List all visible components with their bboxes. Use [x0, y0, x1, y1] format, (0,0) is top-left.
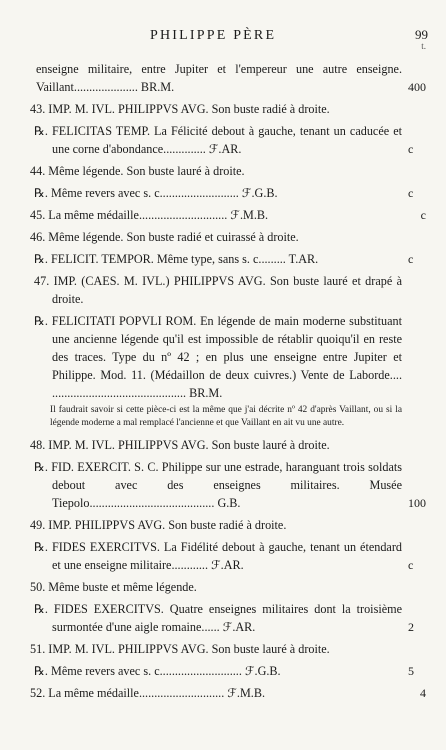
- entry-text: 47. IMP. (CAES. M. IVL.) PHILIPPVS AVG. Son buste lauré et drapé à droite.: [34, 274, 402, 306]
- entry-text: 52. La même médaille............................ ℱ.M.B.: [30, 686, 266, 700]
- note-text: Il faudrait savoir si cette pièce-ci est la même que j'ai décrite nº 42 d'après Vaillant, ou si la légende moderne a mal remplacé l'ancienne et que Vaillant en ait vu une autre.: [50, 405, 402, 428]
- entry-text: 45. La même médaille............................. ℱ.M.B.: [30, 208, 269, 222]
- entry-43: [0, 100, 446, 118]
- entry-text: 46. Même légende. Son buste radié et cuirassé à droite.: [30, 230, 299, 244]
- entry-text: ℞. FID. EXERCIT. S. C. Philippe sur une estrade, haranguant trois soldats debout avec des enseignes militaires. Musée Tiepolo......................................... G.B.: [34, 460, 402, 510]
- entry-51: [0, 640, 446, 658]
- entry-50: [0, 578, 446, 596]
- entry-44: [0, 162, 446, 180]
- entry-48-reverse: ℞. FID. EXERCIT. S. C. Philippe sur une estrade, haranguant trois soldats debout avec des enseignes militaires. Musée Tiepolo......................................... G.B. 100: [34, 460, 426, 510]
- entry-50-reverse: ℞. FIDES EXERCITVS. Quatre enseignes militaires dont la troisième surmontée d'une aigle romaine...... ℱ.AR. 2: [34, 602, 414, 634]
- entry-46: [0, 228, 446, 246]
- page-number: 99: [415, 27, 428, 42]
- entry-51-reverse: ℞. Même revers avec s. c........................... ℱ.G.B. 5: [34, 664, 414, 678]
- rarity-value: 400: [408, 80, 426, 94]
- entry-48: [0, 436, 446, 454]
- page-mark: t.: [421, 41, 426, 51]
- page-header: [0, 4, 446, 51]
- entry-text: ℞. FELICITAS TEMP. La Félicité debout à gauche, tenant un caducée et une corne d'abondance.............. ℱ.AR.: [34, 124, 402, 156]
- rarity-value: c: [420, 208, 426, 222]
- entry-text: enseigne militaire, entre Jupiter et l'empereur une autre enseigne. Vaillant..................... BR.M.: [36, 62, 402, 94]
- entry-49: [0, 516, 446, 534]
- entry-text: ℞. Même revers avec s. c.......................... ℱ.G.B.: [34, 186, 278, 200]
- entry-text: 51. IMP. M. IVL. PHILIPPVS AVG. Son buste lauré à droite.: [30, 642, 330, 656]
- entry-45: [0, 206, 446, 224]
- catalogue-entries: [0, 60, 446, 706]
- entry-44-reverse: ℞. Même revers avec s. c.......................... ℱ.G.B. c: [34, 186, 414, 200]
- entry-47-reverse: [0, 312, 446, 402]
- entry-47: [0, 272, 446, 308]
- entry-49-reverse: ℞. FIDES EXERCITVS. La Fidélité debout à gauche, tenant un étendard et une enseigne militaire............ ℱ.AR. c: [34, 540, 414, 572]
- running-title: PHILIPPE PÈRE: [150, 28, 277, 43]
- entry-42-continued: [0, 60, 446, 96]
- entry-text: 48. IMP. M. IVL. PHILIPPVS AVG. Son buste lauré à droite.: [30, 438, 330, 452]
- entry-text: 43. IMP. M. IVL. PHILIPPVS AVG. Son buste radié à droite.: [30, 102, 330, 116]
- entry-text: ℞. FELICITATI POPVLI ROM. En légende de main moderne substituant une ancienne légende qu'il est impossible de rétablir quoiqu'il en reste des traces. Type du nº 42 ; en plus une enseigne entre Jupiter et Philippe. Mod. 11. (Médaillon de deux cuivres.) Vente de Laborde.... ............................................ BR.M.: [34, 314, 402, 400]
- entry-text: ℞. FIDES EXERCITVS. La Fidélité debout à gauche, tenant un étendard et une enseigne militaire............ ℱ.AR.: [34, 540, 402, 572]
- entry-43-reverse: ℞. FELICITAS TEMP. La Félicité debout à gauche, tenant un caducée et une corne d'abondance.............. ℱ.AR. c: [34, 124, 414, 156]
- entry-52: [0, 684, 446, 702]
- entry-text: ℞. FELICIT. TEMPOR. Même type, sans s. c......... T.AR.: [34, 252, 319, 266]
- rarity-value: 4: [420, 686, 426, 700]
- entry-46-reverse: ℞. FELICIT. TEMPOR. Même type, sans s. c......... T.AR. c: [34, 252, 414, 266]
- entry-text: 49. IMP. PHILIPPVS AVG. Son buste radié à droite.: [30, 518, 287, 532]
- footnote: [0, 404, 446, 430]
- entry-text: ℞. Même revers avec s. c........................... ℱ.G.B.: [34, 664, 281, 678]
- entry-text: 44. Même légende. Son buste lauré à droite.: [30, 164, 245, 178]
- entry-text: 50. Même buste et même légende.: [30, 580, 197, 594]
- entry-text: ℞. FIDES EXERCITVS. Quatre enseignes militaires dont la troisième surmontée d'une aigle romaine...... ℱ.AR.: [34, 602, 402, 634]
